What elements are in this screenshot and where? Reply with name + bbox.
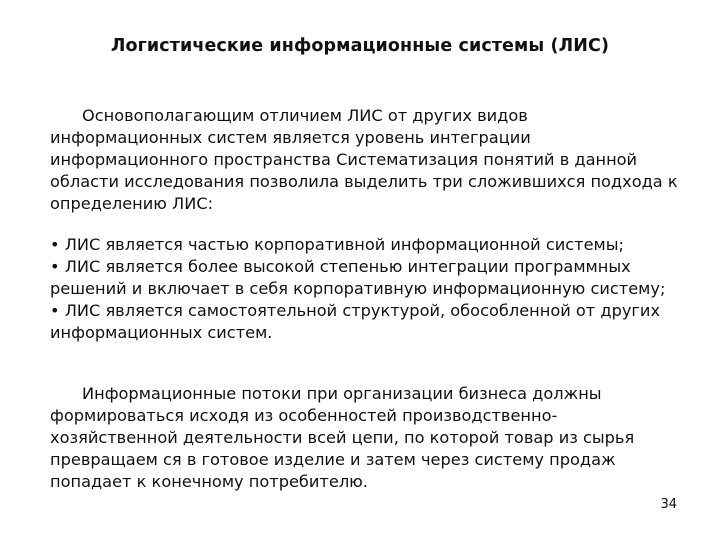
flows-line: попадает к конечному потребителю. <box>50 472 368 491</box>
flows-line: хозяйственной деятельности всей цепи, по которой товар из сырья <box>50 428 635 447</box>
approaches-list <box>50 234 690 344</box>
list-item <box>50 256 690 278</box>
information-flows-paragraph <box>50 383 690 493</box>
bullet-icon: • <box>50 235 60 254</box>
intro-line: Основополагающим отличием ЛИС от других видов <box>82 106 528 125</box>
intro-paragraph <box>50 105 690 215</box>
intro-line: определению ЛИС: <box>50 194 214 213</box>
bullet-icon: • <box>50 257 60 276</box>
list-item-continuation: решений и включает в себя корпоративную информационную систему; <box>50 279 666 298</box>
intro-line: информационного пространства Систематизация понятий в данной <box>50 150 638 169</box>
bullet-icon: • <box>50 301 60 320</box>
flows-line: превращаем ся в готовое изделие и затем через систему продаж <box>50 450 616 469</box>
page-number: 34 <box>660 497 677 512</box>
list-item <box>50 300 690 322</box>
flows-line: Информационные потоки при организации бизнеса должны <box>82 384 602 403</box>
list-item-continuation: информационных систем. <box>50 323 273 342</box>
list-item <box>50 234 690 256</box>
list-item-text: ЛИС является частью корпоративной информационной системы; <box>64 235 624 254</box>
flows-line: формироваться исходя из особенностей производственно- <box>50 406 558 425</box>
intro-line: информационных систем является уровень интеграции <box>50 128 531 147</box>
list-item-text: ЛИС является более высокой степенью интеграции программных <box>64 257 631 276</box>
slide-title: Логистические информационные системы (ЛИС) <box>110 36 610 56</box>
intro-line: области исследования позволила выделить три сложившихся подхода к <box>50 172 678 191</box>
list-item-text: ЛИС является самостоятельной структурой, обособленной от других <box>64 301 661 320</box>
